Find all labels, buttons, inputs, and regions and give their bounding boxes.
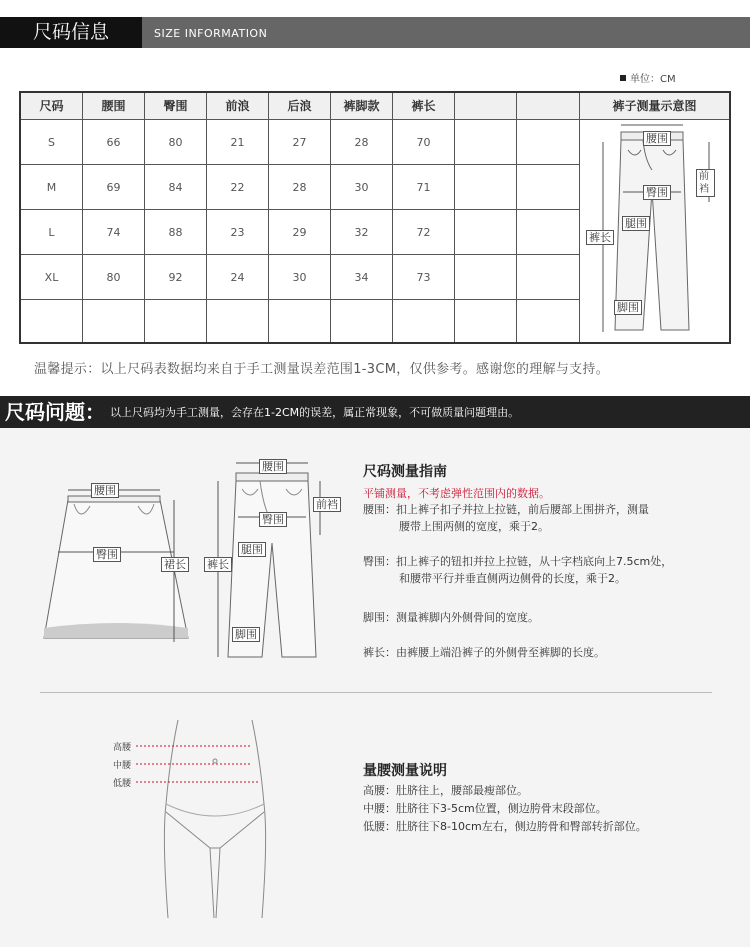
high-waist-label: 高腰 — [113, 743, 132, 753]
table-cell — [517, 300, 580, 342]
table-cell: 88 — [145, 210, 207, 255]
table-cell — [517, 165, 580, 210]
table-header-cell — [517, 93, 580, 120]
table-cell: XL — [21, 255, 83, 300]
low-waist-label: 低腰 — [113, 779, 132, 789]
table-cell — [455, 120, 517, 165]
header-title: 尺码信息 — [0, 17, 142, 48]
pants-leg-label: 脚围 — [232, 627, 260, 642]
table-cell: 23 — [207, 210, 269, 255]
table-cell: 84 — [145, 165, 207, 210]
table-cell — [393, 300, 455, 342]
table-header-cell: 后浪 — [269, 93, 331, 120]
table-cell: 72 — [393, 210, 455, 255]
waist-guide-item-high: 高腰：肚脐往上，腰部最瘦部位。 — [363, 784, 528, 797]
waist-guide-item-mid: 中腰：肚脐往下3-5cm位置，侧边胯骨末段部位。 — [363, 802, 607, 815]
section-divider — [40, 692, 712, 693]
table-header-cell: 裤长 — [393, 93, 455, 120]
table-cell — [207, 300, 269, 342]
guide-item — [363, 644, 605, 661]
table-cell: 22 — [207, 165, 269, 210]
diagram-length-label: 裤长 — [586, 230, 614, 245]
table-header-cell: 前浪 — [207, 93, 269, 120]
table-cell: L — [21, 210, 83, 255]
guide-item-label: 臀围： — [363, 555, 396, 568]
skirt-waist-label: 腰围 — [91, 483, 119, 498]
notice-text: 以上尺码均为手工测量，会存在1-2CM的误差，属正常现象，不可做质量问题理由。 — [110, 406, 520, 419]
table-cell — [83, 300, 145, 342]
pants-waist-label: 腰围 — [259, 459, 287, 474]
table-cell: 70 — [393, 120, 455, 165]
table-cell: 30 — [331, 165, 393, 210]
table-header-cell: 裤子测量示意图 — [580, 93, 729, 120]
guide-item-label: 脚围： — [363, 611, 396, 624]
pants-length-label: 裤长 — [204, 557, 232, 572]
table-cell: 27 — [269, 120, 331, 165]
guide-item-text: 扣上裤子扣子并拉上拉链，前后腰部上围拼齐，测量 — [396, 503, 649, 516]
guide-item-text: 测量裤脚内外侧骨间的宽度。 — [396, 611, 539, 624]
guide-title: 尺码测量指南 — [363, 464, 447, 480]
table-header-cell: 臀围 — [145, 93, 207, 120]
header-subtitle: SIZE INFORMATION — [154, 27, 268, 40]
table-cell — [517, 255, 580, 300]
guide-item-label: 裤长： — [363, 646, 396, 659]
pants-thigh-label: 腿围 — [238, 542, 266, 557]
table-cell: 74 — [83, 210, 145, 255]
table-cell: 80 — [145, 120, 207, 165]
table-cell: 66 — [83, 120, 145, 165]
table-cell: 30 — [269, 255, 331, 300]
notice-title: 尺码问题： — [5, 400, 105, 424]
tip-text: 温馨提示：以上尺码表数据均来自于手工测量误差范围1-3CM，仅供参考。感谢您的理解与支持。 — [34, 362, 610, 377]
guide-item-label: 腰围： — [363, 503, 396, 516]
table-cell: 21 — [207, 120, 269, 165]
guide-item-text: 腰带上围两侧的宽度，乘于2。 — [399, 520, 549, 533]
table-header-cell: 裤脚款 — [331, 93, 393, 120]
guide-item — [363, 609, 539, 626]
mid-waist-label: 中腰 — [113, 761, 132, 771]
skirt-length-label: 裙长 — [161, 557, 189, 572]
diagram-waist-label: 腰围 — [643, 131, 671, 146]
table-cell — [145, 300, 207, 342]
table-cell — [455, 300, 517, 342]
guide-item — [363, 553, 672, 587]
table-cell — [269, 300, 331, 342]
table-header-cell — [455, 93, 517, 120]
waist-diagram — [110, 718, 310, 928]
diagram-leg-label: 脚围 — [614, 300, 642, 315]
table-cell: 73 — [393, 255, 455, 300]
table-cell — [21, 300, 83, 342]
guide-item-text: 扣上裤子的钮扣并拉上拉链，从十字档底向上7.5cm处， — [396, 555, 673, 568]
bullet-square-icon — [620, 75, 626, 81]
table-cell: 28 — [269, 165, 331, 210]
table-cell: 69 — [83, 165, 145, 210]
pants-rise-label: 前裆 — [313, 497, 341, 512]
guide-item-text: 和腰带平行并垂直侧两边侧骨的长度，乘于2。 — [399, 572, 626, 585]
table-cell: M — [21, 165, 83, 210]
table-cell — [331, 300, 393, 342]
table-cell — [517, 210, 580, 255]
diagram-hip-label: 臀围 — [643, 185, 671, 200]
table-cell — [517, 120, 580, 165]
table-cell: 34 — [331, 255, 393, 300]
table-header-cell: 尺码 — [21, 93, 83, 120]
table-cell — [455, 210, 517, 255]
table-cell — [455, 165, 517, 210]
table-cell — [455, 255, 517, 300]
waist-guide-item-low: 低腰：肚脐往下8-10cm左右，侧边胯骨和臀部转折部位。 — [363, 820, 647, 833]
pants-hip-label: 臀围 — [259, 512, 287, 527]
guide-item — [363, 501, 649, 535]
table-cell: 29 — [269, 210, 331, 255]
table-cell: 24 — [207, 255, 269, 300]
table-cell: 32 — [331, 210, 393, 255]
guide-item-text: 由裤腰上端沿裤子的外侧骨至裤脚的长度。 — [396, 646, 605, 659]
table-cell: 71 — [393, 165, 455, 210]
diagram-thigh-label: 腿围 — [622, 216, 650, 231]
table-cell: 92 — [145, 255, 207, 300]
table-cell: S — [21, 120, 83, 165]
skirt-hip-label: 臀围 — [93, 547, 121, 562]
unit-note: 单位：CM — [620, 70, 676, 85]
waist-guide-title: 量腰测量说明 — [363, 763, 447, 779]
diagram-rise-label: 前裆 — [696, 169, 715, 197]
guide-subtitle: 平铺测量，不考虑弹性范围内的数据。 — [363, 487, 550, 500]
table-cell: 80 — [83, 255, 145, 300]
table-header-cell: 腰围 — [83, 93, 145, 120]
table-cell: 28 — [331, 120, 393, 165]
